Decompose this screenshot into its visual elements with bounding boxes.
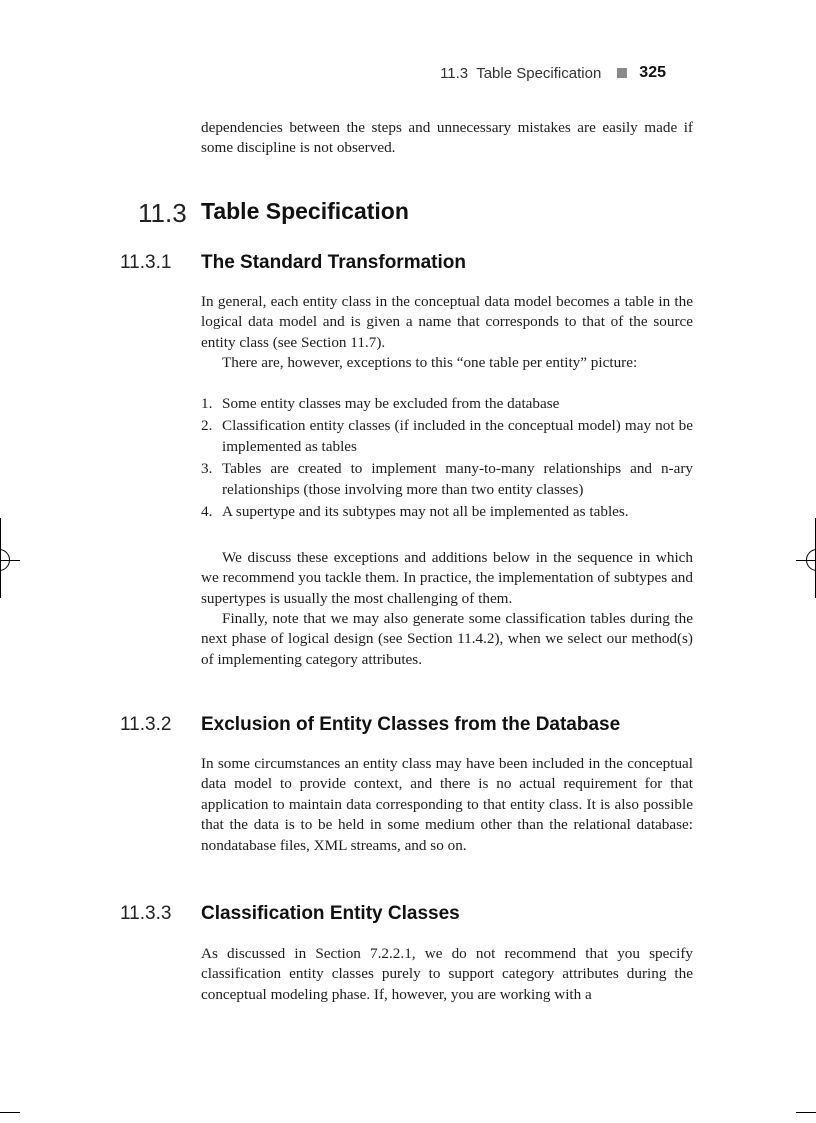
exclusion-paragraph: In some circumstances an entity class may have been included in the conceptual data model to provide context, and there is no actual requirement for that application to maintain data corresponding to that entity class. It is also possible that the data is to be held in some medium other than the relational database: nondatabase files, XML streams, and so on.	[201, 755, 693, 854]
square-bullet-icon	[617, 68, 627, 78]
section-number: 11.3	[138, 198, 187, 228]
standard-paragraph-1: In general, each entity class in the conceptual data model becomes a table in the logical data model and is given a name that corresponds to that of the source entity class (see Section 11.7).	[201, 293, 693, 351]
running-head	[440, 64, 666, 82]
list-item-text: Some entity classes may be excluded from the database	[222, 395, 560, 412]
exceptions-list	[201, 394, 693, 524]
list-item	[201, 459, 693, 500]
running-head-section: 11.3 Table Specification	[440, 64, 602, 82]
standard-paragraph-2: There are, however, exceptions to this “one table per entity” picture:	[222, 354, 638, 371]
list-item-text: Classification entity classes (if included in the conceptual model) may not be implemented as tables	[222, 417, 693, 455]
intro-paragraph: dependencies between the steps and unnecessary mistakes are easily made if some discipline is not observed.	[201, 119, 693, 157]
list-item-number: 1.	[201, 395, 213, 412]
list-item	[201, 416, 693, 457]
subsection-number: 11.3.1	[120, 252, 172, 273]
list-item-number: 3.	[201, 460, 213, 478]
list-item-number: 4.	[201, 503, 213, 521]
standard-paragraph-4: Finally, note that we may also generate some classification tables during the next phase of logical design (see Section 11.4.2), when we select our method(s) of implementing category attributes.	[201, 610, 693, 668]
list-item	[201, 502, 693, 522]
subsection-title: Classification Entity Classes	[201, 903, 460, 924]
section-title: Table Specification	[201, 198, 409, 224]
list-item-text: A supertype and its subtypes may not all be implemented as tables.	[222, 503, 629, 521]
list-item-number: 2.	[201, 417, 213, 435]
standard-paragraph-3: We discuss these exceptions and additions below in the sequence in which we recommend you tackle them. In practice, the implementation of subtypes and supertypes is usually the most challenging of them.	[201, 549, 693, 607]
page-number: 325	[639, 64, 666, 81]
list-item	[201, 394, 693, 414]
subsection-number: 11.3.2	[120, 714, 172, 735]
crop-mark-bottom-left	[0, 1112, 20, 1113]
classification-paragraph: As discussed in Section 7.2.2.1, we do not recommend that you specify classification entity classes purely to support category attributes during the conceptual modeling phase. If, however, you are working with a	[201, 945, 693, 1003]
subsection-number: 11.3.3	[120, 903, 172, 924]
subsection-title: The Standard Transformation	[201, 252, 466, 273]
registration-mark-left-icon	[0, 549, 10, 571]
crop-mark-bottom-right	[796, 1112, 816, 1113]
list-item-text: Tables are created to implement many-to-many relationships and n-ary relationships (those involving more than two entity classes)	[222, 460, 693, 498]
registration-mark-right-icon	[806, 549, 816, 571]
subsection-title: Exclusion of Entity Classes from the Database	[201, 714, 621, 735]
